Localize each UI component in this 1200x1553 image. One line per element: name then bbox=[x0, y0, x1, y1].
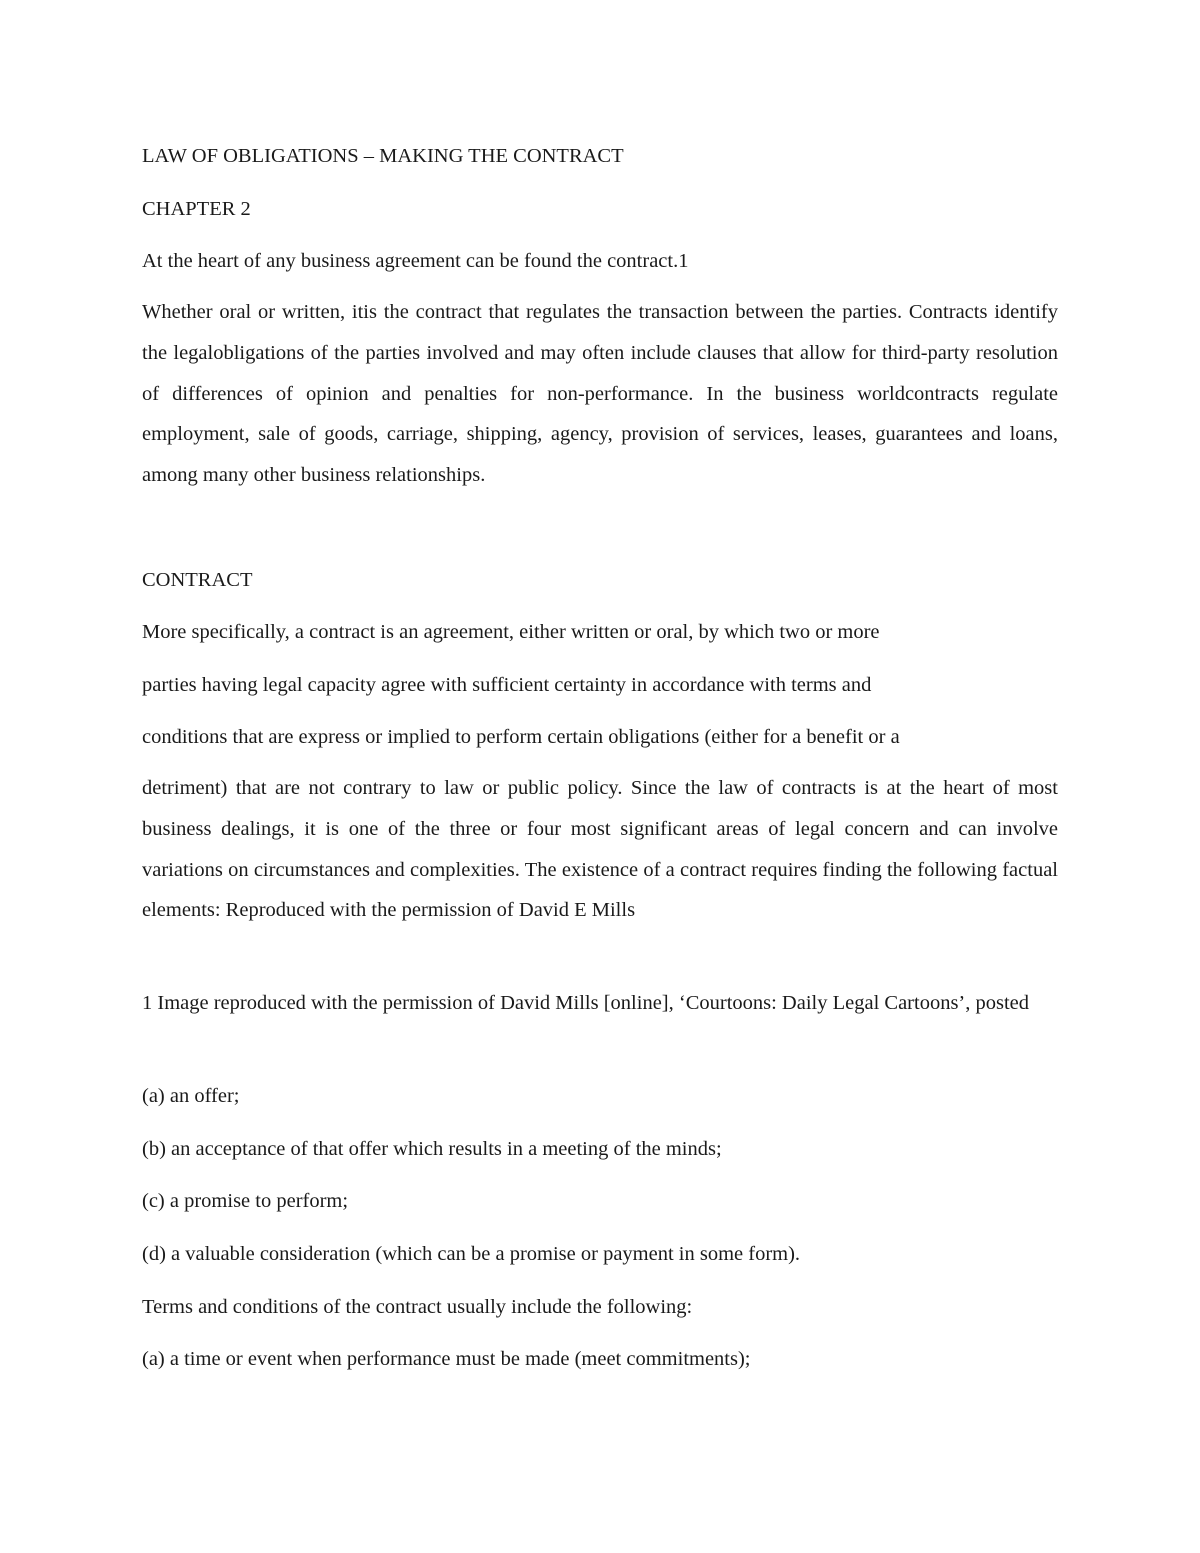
definition-paragraph: detriment) that are not contrary to law or public policy. Since the law of contracts is at the heart of most business dealings, it is one of the three or four most significant areas of legal concern and can involve variations on circumstances and complexities. The existence of a contract requires finding the following factual elements: Reproduced with the permission of David E Mills bbox=[142, 777, 1058, 922]
chapter-heading: CHAPTER 2 bbox=[142, 198, 251, 220]
section-heading-contract: CONTRACT bbox=[142, 569, 253, 591]
intro-sentence: At the heart of any business agreement can be found the contract.1 bbox=[142, 250, 689, 272]
terms-intro: Terms and conditions of the contract usually include the following: bbox=[142, 1296, 693, 1318]
element-offer: (a) an offer; bbox=[142, 1085, 240, 1107]
element-acceptance: (b) an acceptance of that offer which results in a meeting of the minds; bbox=[142, 1138, 722, 1160]
document-title: LAW OF OBLIGATIONS – MAKING THE CONTRACT bbox=[142, 145, 624, 167]
term-time-or-event: (a) a time or event when performance must be made (meet commitments); bbox=[142, 1348, 751, 1370]
element-promise: (c) a promise to perform; bbox=[142, 1190, 349, 1212]
footnote: 1 Image reproduced with the permission of David Mills [online], ‘Courtoons: Daily Legal Cartoons’, posted bbox=[142, 992, 1030, 1014]
definition-line-1: More specifically, a contract is an agreement, either written or oral, by which two or more bbox=[142, 621, 880, 643]
element-consideration: (d) a valuable consideration (which can be a promise or payment in some form). bbox=[142, 1243, 801, 1265]
contract-overview-paragraph: Whether oral or written, itis the contract that regulates the transaction between the parties. Contracts identify the legalobligations of the parties involved and may often include clauses that allow for third-party resolution of differences of opinion and penalties for non-performance. In the business worldcontracts regulate employment, sale of goods, carriage, shipping, agency, provision of services, leases, guarantees and loans, among many other business relationships. bbox=[142, 301, 1058, 487]
definition-line-2: parties having legal capacity agree with sufficient certainty in accordance with terms and bbox=[142, 674, 872, 696]
definition-line-3: conditions that are express or implied to perform certain obligations (either for a benefit or a bbox=[142, 726, 900, 748]
